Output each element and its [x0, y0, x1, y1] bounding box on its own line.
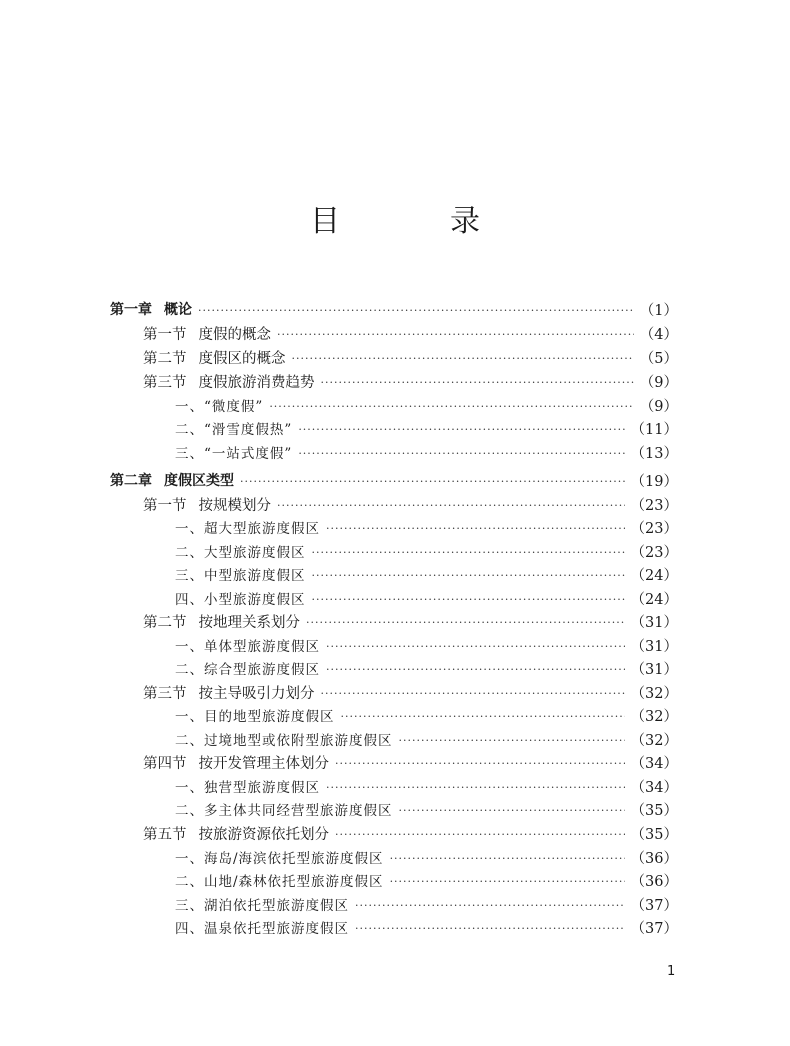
- toc-entry-number: 第三节: [143, 374, 187, 391]
- toc-entry-label: [143, 611, 300, 632]
- toc-entry-label: [175, 541, 306, 561]
- toc-entry-page: （32）: [630, 685, 678, 702]
- dot-leader: [298, 448, 624, 463]
- toc-entry-page: （24）: [630, 567, 678, 584]
- toc-entry-number: 一、: [175, 709, 204, 725]
- dot-leader: [326, 664, 625, 679]
- toc-entry-label: [175, 799, 393, 819]
- toc-entry-title: “滑雪度假热”: [204, 422, 293, 438]
- toc-entry-label: [175, 894, 349, 914]
- toc-entry-page: （9）: [639, 374, 678, 391]
- toc-entry-label: [143, 371, 315, 392]
- toc-entry-title: 度假区类型: [164, 473, 234, 489]
- toc-entry-number: 一、: [175, 639, 204, 655]
- toc-section-entry: [143, 493, 678, 515]
- toc-section-entry: [143, 681, 678, 703]
- toc-entry-page: （35）: [630, 802, 678, 819]
- page-title: 目 录: [310, 204, 520, 239]
- toc-entry-label: [143, 752, 329, 773]
- toc-entry-number: 二、: [175, 422, 204, 438]
- toc-entry-title: 海岛/海滨依托型旅游度假区: [204, 851, 384, 867]
- toc-item-entry: [175, 704, 678, 726]
- toc-section-entry: [143, 370, 678, 392]
- toc-entry-title: 综合型旅游度假区: [204, 662, 320, 678]
- toc-item-entry: [175, 634, 678, 656]
- toc-entry-title: 过境地型或依附型旅游度假区: [204, 733, 393, 749]
- toc-entry-title: 小型旅游度假区: [204, 592, 306, 608]
- dot-leader: [198, 305, 634, 320]
- toc-entry-number: 一、: [175, 399, 204, 415]
- toc-section-entry: [143, 346, 678, 368]
- dot-leader: [321, 377, 634, 392]
- dot-leader: [390, 853, 625, 868]
- toc-entry-title: 按规模划分: [198, 497, 271, 514]
- toc-entry-page: （35）: [630, 826, 678, 843]
- toc-entry-label: [175, 917, 349, 937]
- toc-entry-title: 大型旅游度假区: [204, 545, 306, 561]
- dot-leader: [399, 805, 625, 820]
- toc-item-entry: [175, 540, 678, 562]
- dot-leader: [335, 758, 625, 773]
- toc-entry-title: 按主导吸引力划分: [198, 685, 315, 702]
- dot-leader: [298, 424, 624, 439]
- toc-entry-title: 按地理关系划分: [198, 614, 300, 631]
- toc-entry-page: （23）: [630, 544, 678, 561]
- toc-section-entry: [143, 610, 678, 632]
- toc-entry-number: 第一节: [143, 326, 187, 343]
- toc-entry-title: 度假的概念: [198, 326, 271, 343]
- toc-entry-page: （24）: [630, 591, 678, 608]
- toc-entry-number: 第二节: [143, 614, 187, 631]
- dot-leader: [335, 829, 625, 844]
- toc-entry-page: （1）: [639, 302, 678, 319]
- toc-entry-page: （36）: [630, 873, 678, 890]
- toc-entry-page: （31）: [630, 638, 678, 655]
- toc-item-entry: [175, 798, 678, 820]
- toc-entry-page: （34）: [630, 755, 678, 772]
- dot-leader: [326, 523, 625, 538]
- toc-entry-label: [175, 658, 320, 678]
- toc-entry-title: 山地/森林依托型旅游度假区: [204, 874, 384, 890]
- toc-entry-label: [143, 323, 271, 344]
- toc-entry-label: [110, 470, 234, 490]
- toc-entry-label: [175, 517, 320, 537]
- toc-item-entry: [175, 893, 678, 915]
- toc-item-entry: [175, 394, 678, 416]
- toc-item-entry: [175, 657, 678, 679]
- toc-entry-number: 第三节: [143, 685, 187, 702]
- toc-entry-page: （32）: [630, 708, 678, 725]
- toc-entry-number: 一、: [175, 851, 204, 867]
- toc-entry-page: （34）: [630, 779, 678, 796]
- toc-entry-label: [175, 729, 393, 749]
- toc-entry-title: “一站式度假”: [204, 446, 293, 462]
- toc-entry-label: [175, 776, 320, 796]
- toc-item-entry: [175, 516, 678, 538]
- dot-leader: [355, 923, 625, 938]
- toc-item-entry: [175, 417, 678, 439]
- toc-entry-number: 四、: [175, 921, 204, 937]
- dot-leader: [326, 782, 625, 797]
- toc-entry-number: 三、: [175, 568, 204, 584]
- toc-entry-title: 独营型旅游度假区: [204, 780, 320, 796]
- toc-entry-title: 湖泊依托型旅游度假区: [204, 898, 349, 914]
- toc-entry-number: 第一节: [143, 497, 187, 514]
- dot-leader: [355, 900, 625, 915]
- toc-entry-title: 目的地型旅游度假区: [204, 709, 335, 725]
- toc-entry-label: [175, 870, 384, 890]
- toc-section-entry: [143, 822, 678, 844]
- toc-entry-page: （31）: [630, 661, 678, 678]
- dot-leader: [312, 594, 625, 609]
- toc-entry-number: 二、: [175, 874, 204, 890]
- toc-entry-page: （11）: [630, 421, 678, 438]
- toc-item-entry: [175, 563, 678, 585]
- toc-item-entry: [175, 587, 678, 609]
- toc-item-entry: [175, 916, 678, 938]
- toc-entry-title: 按开发管理主体划分: [198, 755, 329, 772]
- dot-leader: [326, 641, 625, 656]
- toc-entry-page: （36）: [630, 850, 678, 867]
- toc-entry-title: 中型旅游度假区: [204, 568, 306, 584]
- toc-entry-number: 二、: [175, 803, 204, 819]
- toc-entry-label: [143, 682, 315, 703]
- toc-item-entry: [175, 728, 678, 750]
- toc-entry-title: 概论: [164, 302, 192, 318]
- toc-section-entry: [143, 322, 678, 344]
- page-number: 1: [667, 964, 676, 979]
- toc-entry-number: 三、: [175, 446, 204, 462]
- toc-entry-page: （31）: [630, 614, 678, 631]
- toc-entry-label: [175, 395, 263, 415]
- toc-entry-page: （23）: [630, 520, 678, 537]
- toc-item-entry: [175, 846, 678, 868]
- toc-entry-title: 按旅游资源依托划分: [198, 826, 329, 843]
- toc-entry-number: 二、: [175, 545, 204, 561]
- toc-entry-label: [175, 564, 306, 584]
- toc-entry-label: [175, 418, 292, 438]
- toc-entry-label: [175, 847, 384, 867]
- toc-entry-page: （23）: [630, 497, 678, 514]
- toc-entry-label: [143, 347, 286, 368]
- dot-leader: [399, 735, 625, 750]
- toc-entry-number: 四、: [175, 592, 204, 608]
- toc-item-entry: [175, 869, 678, 891]
- toc-entry-number: 三、: [175, 898, 204, 914]
- toc-entry-label: [110, 299, 192, 319]
- toc-entry-number: 二、: [175, 662, 204, 678]
- toc-entry-page: （13）: [630, 445, 678, 462]
- toc-entry-title: 多主体共同经营型旅游度假区: [204, 803, 393, 819]
- dot-leader: [341, 711, 625, 726]
- toc-entry-label: [175, 635, 320, 655]
- toc-entry-page: （19）: [630, 473, 678, 490]
- dot-leader: [312, 547, 625, 562]
- dot-leader: [277, 500, 625, 515]
- toc-item-entry: [175, 441, 678, 463]
- toc-entry-number: 二、: [175, 733, 204, 749]
- dot-leader: [269, 401, 633, 416]
- toc-entry-label: [175, 442, 292, 462]
- toc-section-entry: [143, 751, 678, 773]
- toc-entry-number: 第一章: [110, 302, 152, 318]
- toc-entry-title: 温泉依托型旅游度假区: [204, 921, 349, 937]
- toc-entry-label: [175, 588, 306, 608]
- toc-chapter-entry: [110, 298, 678, 320]
- toc-entry-page: （9）: [639, 398, 678, 415]
- toc-entry-title: 度假旅游消费趋势: [198, 374, 315, 391]
- toc-chapter-entry: [110, 469, 678, 491]
- dot-leader: [312, 570, 625, 585]
- toc-entry-page: （5）: [639, 350, 678, 367]
- toc-entry-label: [175, 705, 335, 725]
- toc-entry-label: [143, 494, 271, 515]
- toc-entry-title: 超大型旅游度假区: [204, 521, 320, 537]
- toc-entry-number: 一、: [175, 780, 204, 796]
- dot-leader: [390, 876, 625, 891]
- toc-entry-number: 第二节: [143, 350, 187, 367]
- toc-entry-number: 第四节: [143, 755, 187, 772]
- toc-entry-number: 第二章: [110, 473, 152, 489]
- toc-entry-label: [143, 823, 329, 844]
- toc-entry-number: 第五节: [143, 826, 187, 843]
- dot-leader: [306, 617, 625, 632]
- dot-leader: [321, 688, 625, 703]
- toc-entry-page: （37）: [630, 920, 678, 937]
- dot-leader: [240, 476, 625, 491]
- toc-item-entry: [175, 775, 678, 797]
- toc-entry-title: “微度假”: [204, 399, 264, 415]
- dot-leader: [292, 353, 634, 368]
- toc-entry-title: 度假区的概念: [198, 350, 286, 367]
- toc-entry-page: （4）: [639, 326, 678, 343]
- toc-entry-page: （32）: [630, 732, 678, 749]
- dot-leader: [277, 329, 634, 344]
- toc-entry-number: 一、: [175, 521, 204, 537]
- toc-entry-page: （37）: [630, 897, 678, 914]
- toc-entry-title: 单体型旅游度假区: [204, 639, 320, 655]
